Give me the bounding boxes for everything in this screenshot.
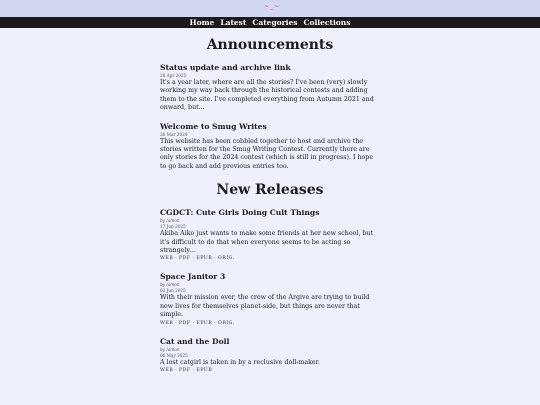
release-format-links[interactable]: WEB · PDF · EPUB · ORIG. [160,320,235,326]
announcement-item [160,122,380,172]
announcements-heading: Announcements [206,37,334,53]
site-logo[interactable]: ~_~ [264,3,281,10]
release-item [160,208,380,263]
announcement-body: This website has been cobbled together to host and archive the stories written for the Smug Writing Contest. Currently there are only stories for the 2024 contest (which is still in progress). I hope to go back and add previous entries too. [160,137,374,170]
release-format-links[interactable]: WEB · PDF · EPUB [160,368,213,374]
release-item [160,272,380,327]
announcement-date: 26 Mar 2024 [160,131,188,137]
announcement-title[interactable]: Welcome to Smug Writes [160,121,267,131]
release-byline: by /a/non [160,282,180,288]
announcement-date: 28 Apr 2025 [160,73,187,78]
nav-collections[interactable]: Collections [303,18,351,27]
release-date: 17 Jun 2025 [160,224,186,230]
release-item [160,337,380,375]
nav-home[interactable]: Home [189,18,215,27]
release-byline: by /a/non [160,346,180,352]
release-format-links[interactable]: WEB · PDF · EPUB · ORIG. [160,256,235,262]
site-banner [0,0,540,17]
release-description: A lost catgirl is taken in by a reclusive doll-maker. [160,358,320,366]
release-description: Akiba Aiko just wants to make some friends at her new school, but it's difficult to do that when everyone seems to be acting so strangely... [160,230,374,255]
release-description: With their mission over, the crew of the Argive are trying to build new lives for themselves planet-side, but things are never that simple. [160,294,370,319]
release-title[interactable]: CGDCT: Cute Girls Doing Cult Things [160,208,320,218]
main-nav [0,17,540,28]
release-title[interactable]: Space Janitor 3 [160,272,226,282]
nav-categories[interactable]: Categories [252,18,298,27]
announcement-item [160,63,380,113]
announcement-body: It's a year later, where are all the stories? I've been (very) slowly working my way back through the historical contests and adding them to the site. I've completed everything from Autumn 2021 and onward, but... [160,79,374,112]
main-content [160,37,380,375]
release-byline: by /a/non [160,218,180,224]
release-date: 06 May 2025 [160,352,188,358]
release-title[interactable]: Cat and the Doll [160,336,230,346]
release-date: 02 Jun 2025 [160,288,186,294]
announcement-title[interactable]: Status update and archive link [160,63,291,72]
new-releases-heading: New Releases [216,182,324,199]
nav-latest[interactable]: Latest [220,18,247,27]
